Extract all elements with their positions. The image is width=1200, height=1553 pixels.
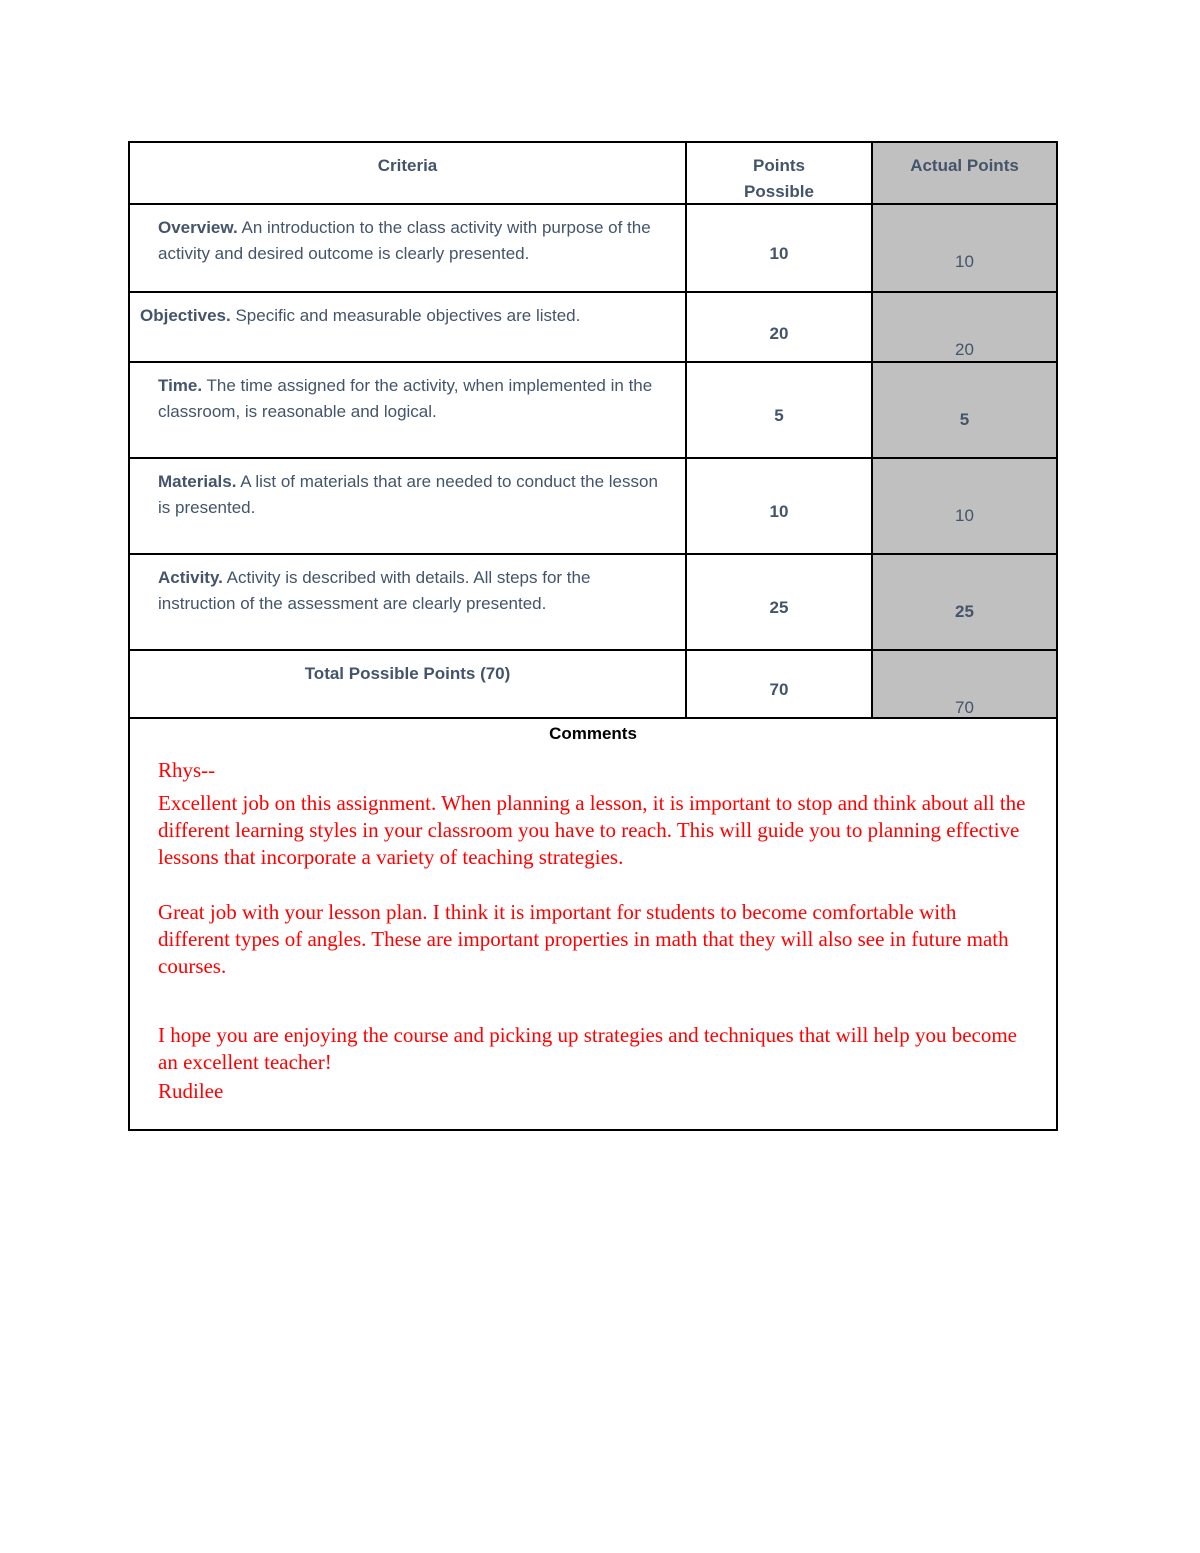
comments-section: [130, 719, 1056, 1129]
actual-points-value: 10: [955, 252, 974, 271]
comment-paragraph: I hope you are enjoying the course and picking up strategies and techniques that will help you become an excellent teacher!: [158, 1023, 1018, 1074]
total-possible-cell: [687, 651, 873, 717]
criterion-label: Time.: [158, 376, 203, 395]
criterion-label: Materials.: [158, 472, 237, 491]
actual-points-header: Actual Points: [873, 143, 1056, 203]
criterion-text: Activity is described with details. All steps for the instruction of the assessment are clearly presented.: [158, 568, 591, 613]
actual-points-cell: [873, 363, 1056, 457]
criterion-label: Activity.: [158, 568, 223, 587]
total-actual-value: 70: [955, 698, 974, 717]
points-possible-cell: [687, 555, 873, 649]
points-possible-cell: [687, 293, 873, 361]
criterion-activity: [130, 555, 687, 649]
criterion-time: [130, 363, 687, 457]
actual-points-value: 5: [959, 410, 970, 429]
criterion-text: An introduction to the class activity with purpose of the activity and desired outcome is clearly presented.: [158, 218, 651, 263]
actual-points-value: 10: [955, 506, 974, 525]
comment-paragraph: Excellent job on this assignment. When planning a lesson, it is important to stop and think about all the different learning styles in your classroom you have to reach. This will guide you to planning effective lessons that incorporate a variety of teaching strategies.: [158, 791, 1026, 869]
criterion-text: Specific and measurable objectives are listed.: [230, 306, 581, 325]
comment-signature: Rudilee: [158, 1079, 224, 1103]
points-possible-value: 20: [769, 324, 789, 343]
table-row: [130, 555, 1056, 651]
comment-body: [130, 747, 1056, 1105]
total-possible-value: 70: [769, 680, 789, 699]
points-possible-value: 10: [769, 244, 789, 263]
comments-title: Comments: [549, 724, 637, 743]
points-possible-cell: [687, 363, 873, 457]
table-row: [130, 205, 1056, 293]
table-row: [130, 293, 1056, 363]
total-row: [130, 651, 1056, 719]
criterion-label: Overview.: [158, 218, 238, 237]
actual-points-cell: [873, 293, 1056, 361]
criterion-objectives: [130, 293, 687, 361]
actual-points-cell: [873, 459, 1056, 553]
points-possible-value: 5: [774, 406, 784, 425]
points-possible-cell: [687, 205, 873, 291]
actual-points-cell: [873, 555, 1056, 649]
actual-points-cell: [873, 205, 1056, 291]
actual-points-value: 20: [955, 340, 974, 359]
points-possible-header: Points Possible: [687, 143, 873, 203]
header-row: [130, 143, 1056, 205]
criterion-text: The time assigned for the activity, when implemented in the classroom, is reasonable and logical.: [158, 376, 653, 421]
points-possible-cell: [687, 459, 873, 553]
comment-paragraph: Great job with your lesson plan. I think it is important for students to become comfortable with different types of angles. These are important properties in math that they will also see in future math courses.: [158, 900, 1009, 978]
total-actual-cell: [873, 651, 1056, 717]
grading-rubric-table: [128, 141, 1058, 1131]
criterion-text: A list of materials that are needed to conduct the lesson is presented.: [158, 472, 658, 517]
criterion-overview: [130, 205, 687, 291]
actual-points-value: 25: [955, 602, 974, 621]
points-possible-value: 25: [769, 598, 789, 617]
criterion-label: Objectives.: [140, 306, 231, 325]
table-row: [130, 459, 1056, 555]
criteria-header: Criteria: [130, 143, 687, 203]
total-label: Total Possible Points (70): [130, 651, 687, 717]
points-possible-value: 10: [769, 502, 789, 521]
comment-greeting: Rhys--: [158, 758, 216, 782]
table-row: [130, 363, 1056, 459]
criterion-materials: [130, 459, 687, 553]
